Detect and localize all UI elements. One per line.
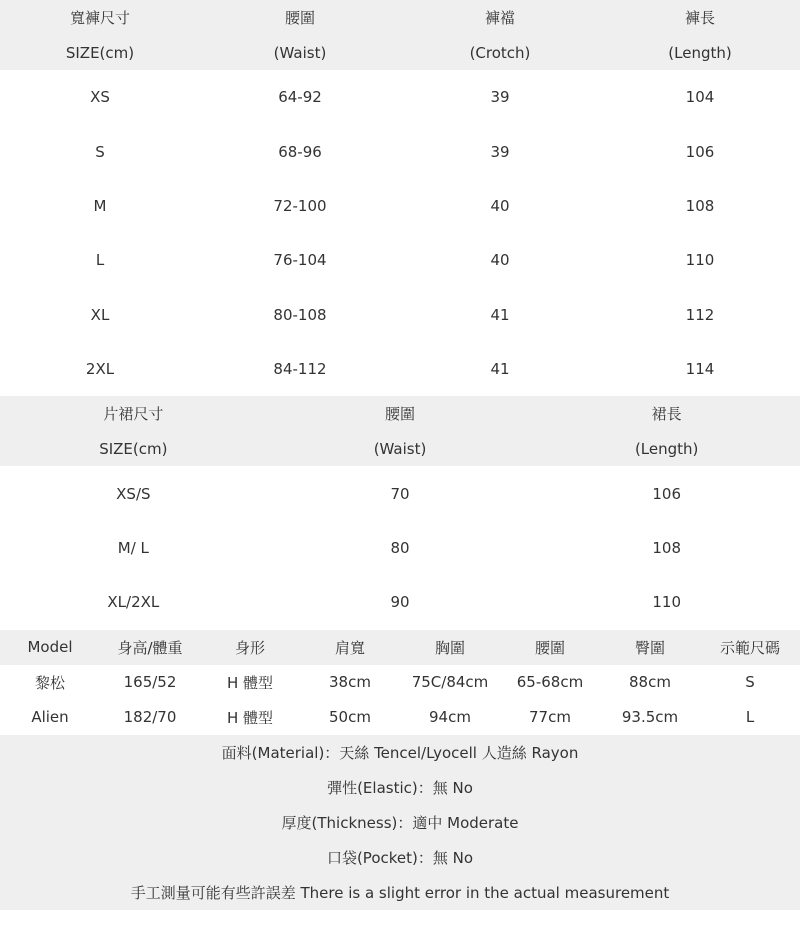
header-cell: 腰圍: [534, 638, 565, 657]
header-cell: (Waist): [373, 439, 427, 458]
length-cell: 114: [685, 360, 715, 379]
waist-cell: 68-96: [278, 142, 322, 161]
size-cell: S: [95, 142, 105, 161]
size-cell: XS/S: [116, 484, 151, 503]
crotch-cell: 39: [490, 88, 510, 107]
length-cell: 112: [685, 305, 715, 324]
crotch-cell: 41: [490, 360, 510, 379]
material-note: 面料(Material)：天絲 Tencel/Lyocell 人造絲 Rayon: [221, 743, 579, 762]
waist-cell: 65-68cm: [516, 673, 584, 692]
measurement-error-note: 手工測量可能有些許誤差 There is a slight error in the actual measurement: [130, 883, 670, 902]
pants-header-en: [0, 35, 800, 70]
table-row: [0, 70, 800, 124]
header-cell: 胸圍: [434, 638, 465, 657]
size-cell: L: [95, 251, 105, 270]
table-row: [0, 521, 800, 575]
waist-cell: 80: [390, 538, 410, 557]
fabric-notes: [0, 735, 800, 910]
pants-size-table: [0, 0, 800, 396]
header-cell: (Crotch): [469, 43, 531, 62]
header-cell: 褲長: [684, 9, 715, 27]
elastic-note: 彈性(Elastic)：無 No: [327, 778, 473, 797]
model-name-cell: 黎松: [34, 673, 65, 692]
body-type-cell: H 體型: [226, 708, 274, 727]
crotch-cell: 40: [490, 251, 510, 270]
size-cell: XL: [90, 305, 110, 324]
header-cell: 片裙尺寸: [103, 405, 164, 424]
height-weight-cell: 182/70: [123, 708, 177, 727]
length-cell: 106: [685, 142, 715, 161]
table-row: [0, 700, 800, 735]
model-header: [0, 630, 800, 665]
hip-cell: 88cm: [629, 673, 671, 692]
header-cell: (Waist): [273, 43, 327, 62]
header-cell: 腰圍: [385, 405, 416, 424]
pocket-note: 口袋(Pocket)：無 No: [326, 848, 474, 867]
length-cell: 108: [652, 538, 681, 557]
length-cell: 104: [685, 88, 715, 107]
header-cell: SIZE(cm): [65, 43, 135, 62]
waist-cell: 90: [390, 593, 410, 612]
length-cell: 110: [652, 593, 681, 612]
length-cell: 108: [685, 196, 715, 215]
header-cell: Model: [27, 638, 73, 657]
model-name-cell: Alien: [31, 708, 69, 727]
model-table: [0, 630, 800, 735]
header-cell: (Length): [668, 43, 732, 62]
table-row: [0, 665, 800, 700]
chest-cell: 94cm: [429, 708, 471, 727]
table-row: [0, 466, 800, 520]
size-cell: M/ L: [117, 538, 149, 557]
header-cell: 裙長: [651, 405, 682, 424]
header-cell: 示範尺碼: [719, 638, 780, 657]
chest-cell: 75C/84cm: [411, 673, 489, 692]
size-cell: XL/2XL: [107, 593, 160, 612]
pants-header-zh: [0, 0, 800, 35]
header-cell: 身形: [234, 638, 265, 657]
table-row: [0, 342, 800, 396]
skirt-header-en: [0, 431, 800, 466]
table-row: [0, 124, 800, 178]
waist-cell: 72-100: [273, 196, 327, 215]
header-cell: 肩寬: [334, 638, 365, 657]
waist-cell: 76-104: [273, 251, 327, 270]
waist-cell: 64-92: [278, 88, 322, 107]
size-cell: XS: [90, 88, 110, 107]
header-cell: 褲襠: [484, 9, 515, 27]
header-cell: 身高/體重: [117, 638, 183, 657]
header-cell: 腰圍: [284, 9, 315, 27]
crotch-cell: 41: [490, 305, 510, 324]
shoulder-cell: 38cm: [329, 673, 371, 692]
waist-cell: 80-108: [273, 305, 327, 324]
table-row: [0, 288, 800, 342]
table-row: [0, 179, 800, 233]
header-cell: 臀圍: [634, 638, 665, 657]
hip-cell: 93.5cm: [621, 708, 679, 727]
size-cell: L: [745, 708, 755, 727]
header-cell: SIZE(cm): [99, 439, 168, 458]
table-row: [0, 575, 800, 629]
length-cell: 110: [685, 251, 715, 270]
height-weight-cell: 165/52: [123, 673, 177, 692]
body-type-cell: H 體型: [226, 673, 274, 692]
crotch-cell: 40: [490, 196, 510, 215]
size-cell: S: [745, 673, 755, 692]
waist-cell: 84-112: [273, 360, 327, 379]
header-cell: (Length): [634, 439, 699, 458]
crotch-cell: 39: [490, 142, 510, 161]
header-cell: 寬褲尺寸: [69, 9, 130, 27]
size-cell: 2XL: [85, 360, 115, 379]
skirt-size-table: [0, 396, 800, 629]
thickness-note: 厚度(Thickness)：適中 Moderate: [281, 813, 519, 832]
size-cell: M: [93, 196, 107, 215]
length-cell: 106: [652, 484, 681, 503]
skirt-header-zh: [0, 396, 800, 431]
waist-cell: 70: [390, 484, 410, 503]
shoulder-cell: 50cm: [329, 708, 371, 727]
waist-cell: 77cm: [529, 708, 571, 727]
table-row: [0, 233, 800, 287]
